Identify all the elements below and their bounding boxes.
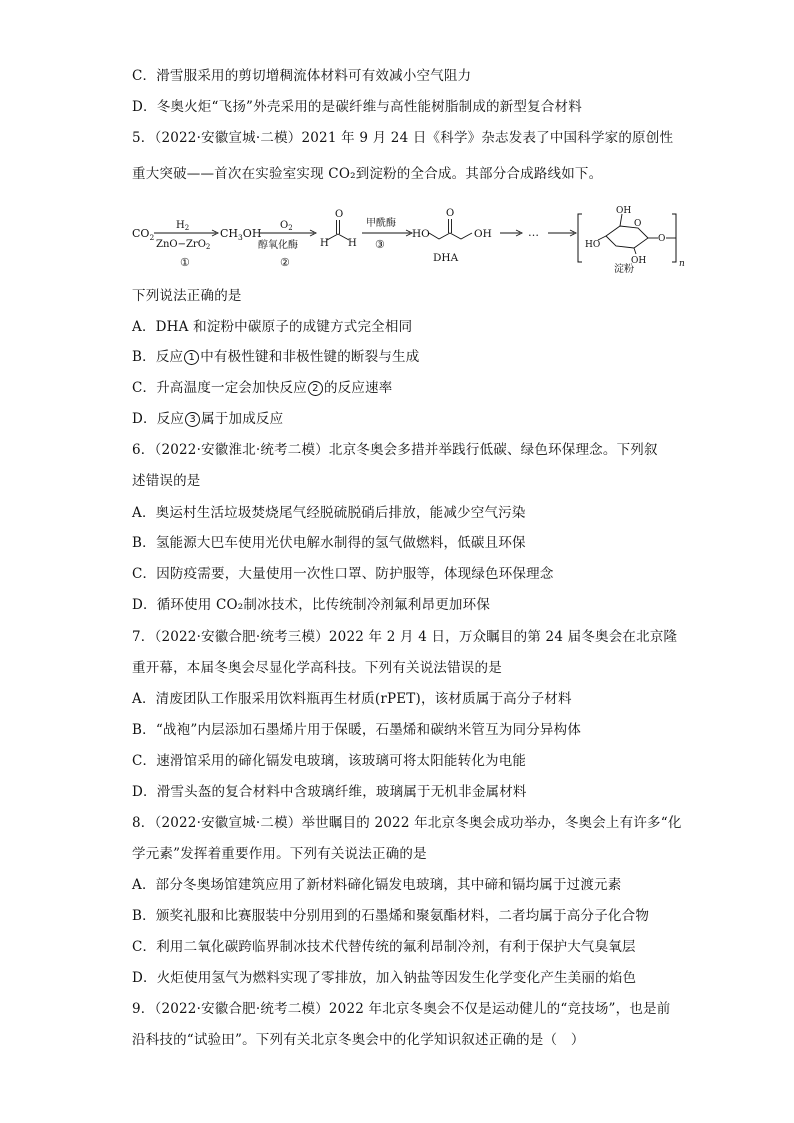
q8-stem-line1: 8．（2022·安徽宣城·二模）举世瞩目的 2022 年北京冬奥会成功举办，冬奥会上有许多“化 <box>132 815 682 831</box>
circled-one: 1 <box>184 350 199 365</box>
starch-oh-bottom: OH <box>631 256 647 266</box>
q8-option-d: D．火炬使用氢气为燃料实现了零排放，加入钠盐等因发生化学变化产生美丽的焰色 <box>132 970 637 986</box>
starch-ring-o: O <box>634 219 642 229</box>
q5-prompt: 下列说法正确的是 <box>132 288 242 304</box>
starch-ho: HO <box>585 240 601 250</box>
circled-two: 2 <box>308 381 323 396</box>
q6-option-d: D．循环使用 CO₂制冰技术，比传统制冷剂氟利昂更加环保 <box>132 597 491 613</box>
q7-stem-line2: 重开幕，本届冬奥会尽显化学高科技。下列有关说法错误的是 <box>132 660 502 676</box>
starch-link-o: O <box>658 234 666 244</box>
dha-label: DHA <box>433 252 459 264</box>
starch-oh-top: OH <box>616 206 632 216</box>
q5-option-b: B．反应 1 中有极性键和非极性键的断裂与生成 <box>132 349 420 365</box>
enzyme-2: 醇氧化酶 <box>258 240 298 251</box>
q5-stem-line2: 重大突破——首次在实验室实现 CO₂到淀粉的全合成。其部分合成路线如下。 <box>132 166 603 182</box>
q5-option-a: A．DHA 和淀粉中碳原子的成键方式完全相同 <box>132 319 413 335</box>
q8-option-b: B．颁奖礼服和比赛服装中分别用到的石墨烯和聚氨酯材料，二者均属于高分子化合物 <box>132 908 650 924</box>
methanol-label: $CH_3OH$ <box>220 227 262 242</box>
q9-stem-line2: 沿科技的“试验田”。下列有关北京冬奥会中的化学知识叙述正确的是（ ） <box>132 1032 585 1048</box>
formaldehyde-h-right: H <box>348 238 357 249</box>
dha-ketone-o: O <box>446 208 455 219</box>
formaldehyde-h-left: H <box>320 238 329 249</box>
h2-reagent: $H_2$ <box>176 220 190 232</box>
formaldehyde-o: O <box>335 209 344 220</box>
q6-stem-line2: 述错误的是 <box>132 473 201 489</box>
co2-label: $CO_2$ <box>132 227 155 242</box>
q8-option-a: A．部分冬奥场馆建筑应用了新材料碲化镉发电玻璃，其中碲和镉均属于过渡元素 <box>132 877 622 893</box>
q7-option-b: B．“战袍”内层添加石墨烯片用于保暖，石墨烯和碳纳米管互为同分异构体 <box>132 722 582 738</box>
synthesis-route-scheme <box>128 204 688 276</box>
ellipsis: … <box>528 226 539 239</box>
dha-chain <box>429 233 472 239</box>
q8-option-c: C．利用二氧化碳跨临界制冰技术代替传统的氟利昂制冷剂，有利于保护大气臭氧层 <box>132 939 636 955</box>
step-1-marker: ① <box>180 256 190 269</box>
q6-option-c: C．因防疫需要，大量使用一次性口罩、防护服等，体现绿色环保理念 <box>132 566 554 582</box>
q6-option-b: B．氢能源大巴车使用光伏电解水制得的氢气做燃料，低碳且环保 <box>132 535 526 551</box>
circled-three: 3 <box>185 412 200 427</box>
enzyme-3: 甲酰酶 <box>366 218 396 229</box>
q4-option-d: D．冬奥火炬“飞扬”外壳采用的是碳纤维与高性能树脂制成的新型复合材料 <box>132 99 582 115</box>
q6-option-a: A．奥运村生活垃圾焚烧尾气经脱硫脱硝后排放，能减少空气污染 <box>132 505 526 521</box>
q7-stem-line1: 7．（2022·安徽合肥·统考三模）2022 年 2 月 4 日，万众瞩目的第 24 届冬奥会在北京隆 <box>132 629 678 645</box>
glucose-ring <box>606 226 648 248</box>
q6-stem-line1: 6．（2022·安徽淮北·统考二模）北京冬奥会多措并举践行低碳、绿色环保理念。下列叙 <box>132 442 658 458</box>
q4-option-c: C．滑雪服采用的剪切增稠流体材料可有效减小空气阻力 <box>132 68 472 84</box>
q7-option-d: D．滑雪头盔的复合材料中含玻璃纤维，玻璃属于无机非金属材料 <box>132 784 527 800</box>
repeat-n: n <box>679 259 685 269</box>
q7-option-a: A．清废团队工作服采用饮料瓶再生材质(rPET)，该材质属于高分子材料 <box>132 691 572 707</box>
dha-ho: HO <box>412 228 430 240</box>
q8-stem-line2: 学元素”发挥着重要作用。下列有关说法正确的是 <box>132 846 427 862</box>
q7-option-c: C．速滑馆采用的碲化镉发电玻璃，该玻璃可将太阳能转化为电能 <box>132 753 527 769</box>
q5-stem-line1: 5．（2022·安徽宣城·二模）2021 年 9 月 24 日《科学》杂志发表了中国科学家的原创性 <box>132 130 674 146</box>
catalyst-1: ZnO−ZrO$_2$ <box>156 239 211 251</box>
q5-option-c: C．升高温度一定会加快反应 2 的反应速率 <box>132 380 393 396</box>
q9-stem-line1: 9．（2022·安徽合肥·统考二模）2022 年北京冬奥会不仅是运动健儿的“竞技场”，也是前 <box>132 1001 671 1017</box>
dha-oh: OH <box>474 228 492 240</box>
starch-bracket-left <box>578 214 582 262</box>
step-3-marker: ③ <box>375 238 385 251</box>
o2-reagent: $O_2$ <box>280 220 293 232</box>
starch-label: 淀粉 <box>614 264 634 275</box>
formaldehyde-bonds <box>327 234 349 240</box>
q5-option-d: D．反应 3 属于加成反应 <box>132 411 284 427</box>
step-2-marker: ② <box>280 256 290 269</box>
